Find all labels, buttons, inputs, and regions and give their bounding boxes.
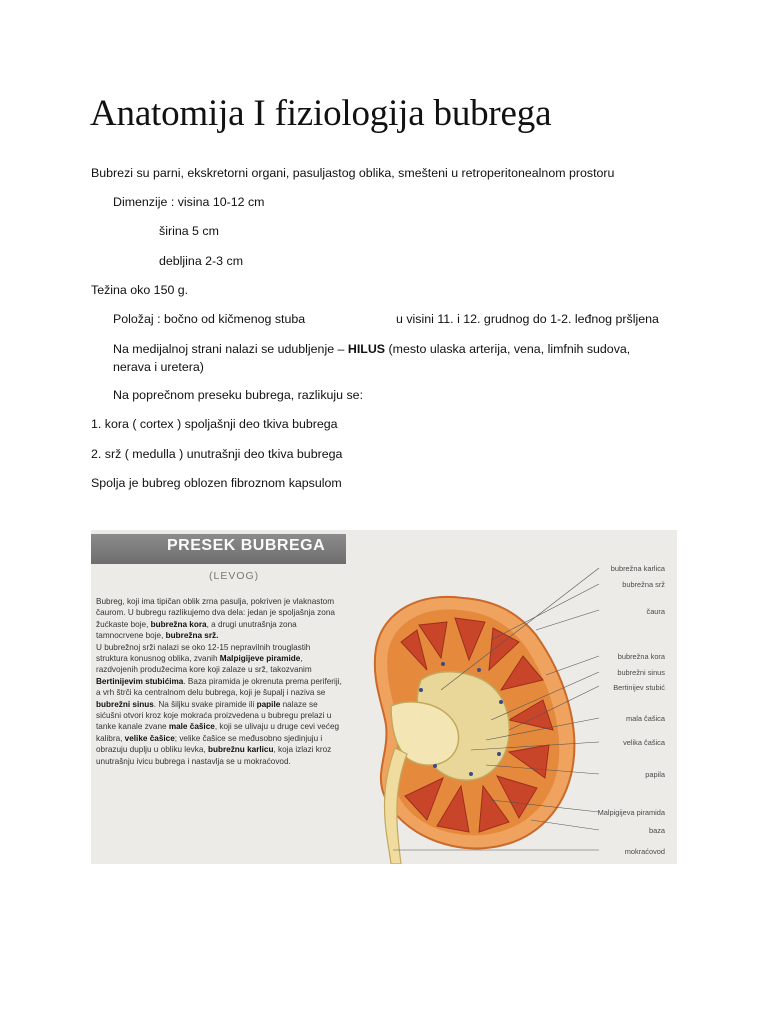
label-cortex: bubrežna kora [617, 652, 665, 661]
fig-p2: U bubrežnoj srži nalazi se oko 12-15 nepravilnih trouglastih struktura konusnog oblika, zvanih [96, 642, 311, 664]
label-capsule: čaura [646, 607, 665, 616]
term-male-casice: male čašice [168, 722, 215, 732]
dimensions-label: Dimenzije : visina 10-12 cm [113, 195, 265, 209]
capsule-text: Spolja je bubreg oblozen fibroznom kapsulom [91, 476, 342, 490]
kidney-illustration [91, 530, 677, 864]
term-malpigijeve: Malpigijeve piramide [219, 654, 301, 664]
fig-p2-m5: , koji se ulivaju u druge cevi većeg kalibra, [96, 722, 340, 743]
term-sinus: bubrežni sinus [96, 699, 154, 709]
term-karlica: bubrežnu karlicu [207, 745, 274, 755]
dimension-width: širina 5 cm [159, 224, 219, 238]
figure-title: PRESEK BUBREGA [167, 537, 326, 554]
cross-section-text: Na poprečnom preseku bubrega, razlikuju se: [113, 388, 364, 402]
hilus-term: HILUS [347, 342, 386, 356]
label-ureter: mokraćovod [624, 847, 665, 856]
kidney-section-figure [91, 530, 677, 864]
medulla-item: 2. srž ( medulla ) unutrašnji deo tkiva bubrega [91, 447, 343, 461]
label-base: baza [648, 826, 665, 835]
fig-p1: Bubreg, koji ima tipičan oblik zrna pasulja, pokriven je vlaknastom čaurom. U bubregu razlikujemo dva dela: jedan je spoljašnja zona žućkaste boje, [96, 597, 335, 629]
fig-p2-m1: , razdvojenih produžecima kore koji zalaze u srž, takozvanim [96, 654, 312, 675]
position-value: u visini 11. i 12. grudnog do 1-2. leđnog pršljena [396, 312, 659, 326]
label-pelvis: bubrežna karlica [610, 564, 665, 573]
fig-p1-mid: , a drugi unutrašnja zona tamnocrvene boje, [96, 619, 297, 641]
term-papile: papile [256, 699, 281, 709]
fig-p2-m2: . Baza piramida je okrenuta prema periferiji, a vrh štrči ka centralnom delu bubrega, koji je šupalj i naziva se [96, 676, 342, 698]
hilus-pre: Na medijalnoj strani nalazi se udubljenje – [113, 342, 348, 356]
weight-text: Težina oko 150 g. [91, 283, 189, 297]
hilus-post: (mesto ulaska arterija, vena, limfnih sudova, nerava i uretera) [113, 342, 631, 374]
fig-p2-m3: . Na šiljku svake piramide ili [153, 699, 257, 709]
term-bubrezna-srz: bubrežna srž. [165, 631, 219, 641]
label-medulla: bubrežna srž [622, 580, 665, 589]
fig-p2-m6: ; velike čašice se međusobno sjedinjuju i obrazuju duplju u obliku levka, [96, 733, 323, 755]
label-sinus: bubrežni sinus [617, 668, 665, 677]
label-pyramid: Malpigijeva piramida [597, 808, 665, 817]
figure-subtitle: (LEVOG) [209, 570, 260, 582]
intro-text: Bubrezi su parni, ekskretorni organi, pasuljastog oblika, smešteni u retroperitonealnom prostoru [91, 166, 615, 180]
label-bertini: Bertinijev stubić [613, 683, 665, 692]
page-title: Anatomija I fiziologija bubrega [90, 93, 552, 134]
fig-p2-m7: , koja izlazi kroz unutrašnju ivicu bubrega i nastavlja se u mokraćovod. [96, 745, 332, 766]
term-bertinijevim: Bertinijevim stubićima [96, 676, 184, 686]
term-bubrezna-kora: bubrežna kora [150, 619, 207, 629]
figure-labels [591, 530, 677, 864]
label-minor-calyx: mala čašica [625, 714, 665, 723]
hilus-text [113, 340, 653, 376]
label-major-calyx: velika čašica [623, 738, 665, 747]
label-papilla: papila [645, 770, 665, 779]
position-label: Položaj : bočno od kičmenog stuba [113, 312, 306, 326]
term-velike-casice: velike čašice [124, 733, 175, 743]
fig-p2-m4: nalaze se sićušni otvori kroz koje mokraća proizvedena u bubregu prelazi u tanke kanale zvane [96, 699, 332, 732]
cortex-item: 1. kora ( cortex ) spoljašnji deo tkiva bubrega [91, 417, 338, 431]
dimension-depth: debljina 2-3 cm [159, 254, 244, 268]
